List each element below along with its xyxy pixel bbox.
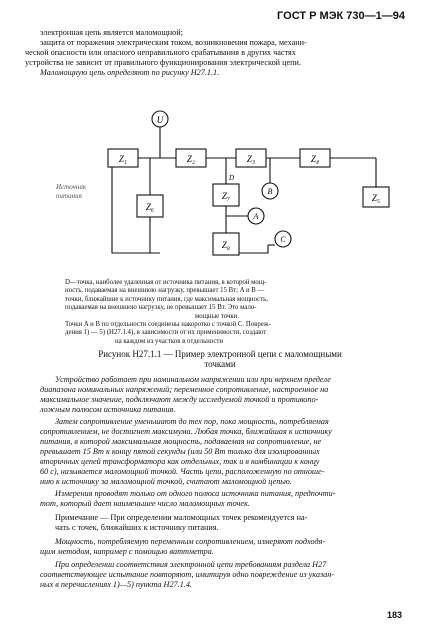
- body-line: Измерения проводят только от одного полюса источника питания, предпочти-: [55, 489, 336, 498]
- body-line: чать с точек, ближайших к источнику питания.: [55, 523, 219, 532]
- body-line: соответствующее испытание повторяют, имитируя одно повреждение из указан-: [40, 570, 335, 579]
- figure-caption-line: точками: [204, 359, 236, 369]
- body-line: щим методом, например с помощью ваттметра.: [40, 547, 214, 556]
- figure-caption-line: Рисунок Н27.1.1 — Пример электронной цепи с маломощными: [98, 349, 342, 359]
- node-a-label: A: [253, 212, 259, 221]
- note-line: D—точка, наиболее удаленная от источника питания, в которой мощ-: [65, 279, 267, 286]
- intro-line: ческой опасности или опасного неправильного срабатывания в других частях: [25, 48, 296, 57]
- note-line: Точки A и B по отдельности соединены накоротко с точкой C. Повреж-: [65, 321, 271, 329]
- body-line: нию к источнику за маломощной точкой, считают маломощной цепью.: [40, 477, 292, 486]
- note-line: точки, ближайшие к источнику питания, где максимальная мощность,: [65, 295, 268, 303]
- z7-label: Z₇: [221, 191, 231, 201]
- intro-line: электронная цепь является маломощной;: [40, 28, 183, 37]
- source-label-2: питания: [56, 192, 82, 200]
- note-line: дения 1) — 5) (Н27.1.4), в зависимости от их применимости, создают: [65, 329, 267, 337]
- node-b-label: B: [267, 187, 273, 196]
- body-line: превышает 15 Вт к концу пятой секунды (или 50 Вт только для изолированных: [40, 447, 320, 456]
- body-line: 60 с), называется маломощной точкой. Часть цепи, расположенную по отноше-: [40, 467, 325, 476]
- source-label-1: Источник: [56, 183, 87, 191]
- body-line: Затем сопротивление уменьшают до тех пор, пока мощность, потребляемая: [55, 417, 329, 426]
- body-line: тот, который дает наименьшее число маломощных точек.: [40, 499, 250, 508]
- body-line: вторичных цепей трансформатора как отдельных, так и в комбинации к концу: [40, 457, 320, 466]
- intro-block: [25, 28, 395, 78]
- body-line: диапазона номинальных напряжений; переменное сопротивление, настроенное на: [40, 385, 329, 394]
- paragraph-4: [40, 537, 395, 557]
- intro-line: Маломощную цепь определяют по рисунку Н27.1.1.: [40, 68, 220, 77]
- page-number: 183: [386, 610, 402, 620]
- body-line: ных в перечислениях 1)—5) пункта Н27.1.4.: [40, 580, 192, 589]
- z5-label: Z₅: [371, 193, 381, 203]
- z6-label: Z₆: [145, 202, 155, 212]
- note-line: на каждом из участков в отдельности: [115, 337, 223, 345]
- body-line: питания, в которой максимальная мощность, подаваемая на сопротивление, не: [40, 437, 322, 446]
- power-source-label: U: [156, 115, 164, 125]
- intro-line: защита от поражения электрическим током, возникновения пожара, механи-: [40, 38, 307, 47]
- body-line: Мощность, потребляемую переменным сопротивлением, измеряют подходя-: [55, 537, 326, 546]
- body-line: При определении соответствия электронной цепи требованиям раздела Н27: [55, 560, 327, 569]
- z8-label: Z₈: [221, 240, 231, 250]
- note-block: [40, 513, 395, 533]
- body-line: Устройство работает при номинальном напряжении или при верхнем пределе: [55, 375, 331, 384]
- intro-line: устройства не зависит от правильного функционирования электрической цепи.: [25, 58, 301, 67]
- paragraph-5: [40, 560, 395, 590]
- paragraph-2: [40, 417, 395, 487]
- z2-label: Z₂: [186, 154, 196, 164]
- paragraph-1: [40, 375, 395, 415]
- note-line: ность, подаваемая на внешнюю нагрузку, превышает 15 Вт; A и B —: [65, 287, 265, 295]
- note-line: мощные точки.: [195, 312, 240, 320]
- z3-label: Z₃: [246, 154, 256, 164]
- body-line: Примечание — При определении маломощных точек рекомендуется на-: [55, 513, 308, 522]
- note-line: подаваемая на внешнюю нагрузку, не превышает 15 Вт. Это мало-: [65, 304, 257, 312]
- z1-label: Z₁: [118, 154, 128, 164]
- figure-caption: [60, 349, 380, 369]
- body-line: максимальное значение, подключают между исследуемой точкой и противопо-: [40, 395, 319, 404]
- paragraph-3: [40, 489, 395, 509]
- point-d-label: D: [229, 174, 235, 182]
- figure-notes: [15, 279, 411, 346]
- body-line: ложным полюсом источника питания.: [40, 405, 176, 414]
- body-line: сопротивлением, не достигнет максимума. Любая точка, ближайшая к источнику: [40, 427, 332, 436]
- node-c-label: C: [280, 235, 286, 244]
- z4-label: Z₄: [310, 154, 320, 164]
- running-header: ГОСТ Р МЭК 730—1—94: [277, 10, 405, 22]
- circuit-diagram: [0, 105, 425, 275]
